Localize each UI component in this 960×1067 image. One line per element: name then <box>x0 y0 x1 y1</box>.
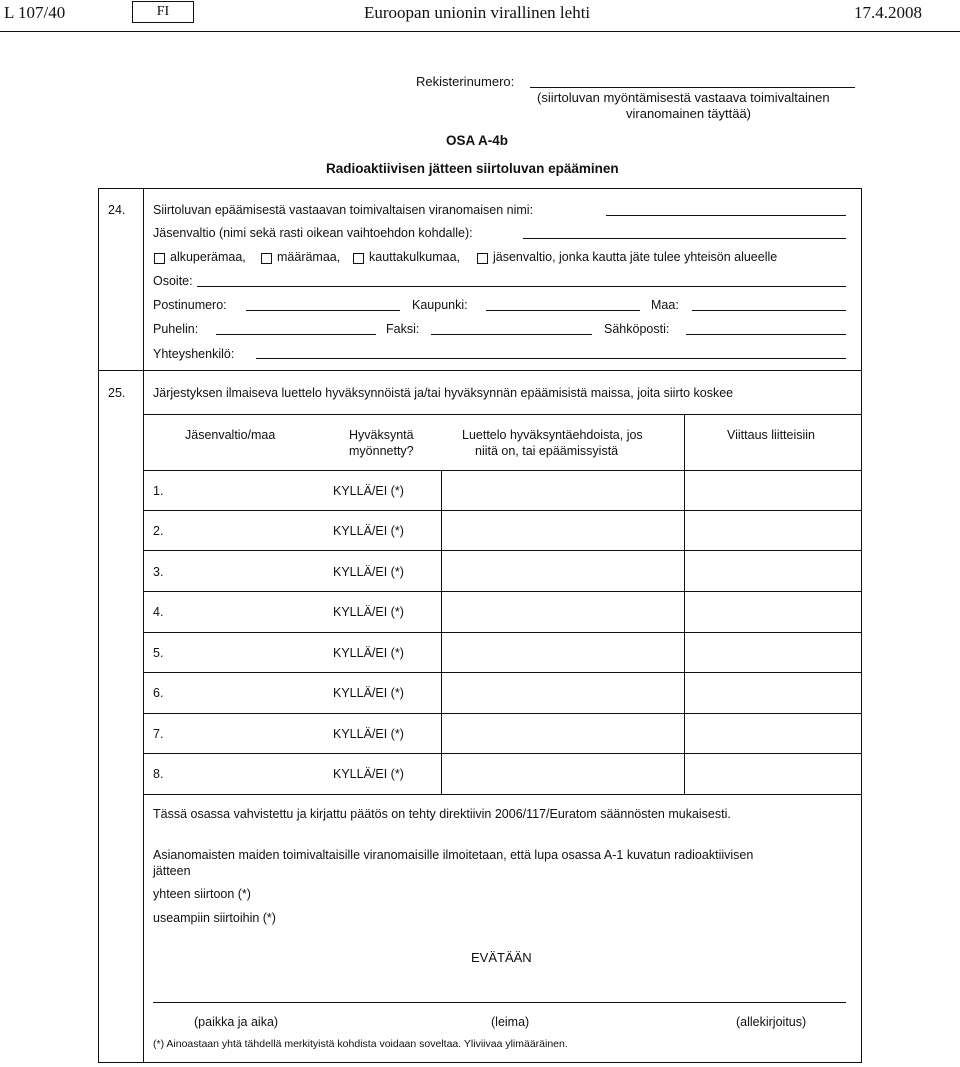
table-row-5-number: 5. <box>153 646 164 660</box>
address-label: Osoite: <box>153 274 193 288</box>
city-label: Kaupunki: <box>412 298 468 312</box>
frame-top <box>98 188 862 189</box>
origin-country-option: alkuperämaa, <box>170 250 246 264</box>
footnote: (*) Ainoastaan yhtä tähdellä merkityistä kohdista voidaan soveltaa. Yliviivaa ylimääräinen. <box>153 1038 568 1050</box>
column-header-member-state: Jäsenvaltio/maa <box>185 428 276 442</box>
table-row-5-rule <box>143 672 862 673</box>
signature-caption: (allekirjoitus) <box>736 1015 807 1029</box>
column-header-approval-line1: Hyväksyntä <box>349 428 414 442</box>
decision-verdict: EVÄTÄÄN <box>471 950 532 965</box>
table-row-1-rule <box>143 510 862 511</box>
phone-field[interactable] <box>216 321 376 335</box>
table-row-8-number: 8. <box>153 767 164 781</box>
table-row-4-rule <box>143 632 862 633</box>
journal-title: Euroopan unionin virallinen lehti <box>364 3 591 22</box>
language-code-badge: FI <box>132 1 194 23</box>
fax-field[interactable] <box>431 321 592 335</box>
frame-number-column-divider <box>143 188 144 1063</box>
table-row-1-number: 1. <box>153 484 164 498</box>
postcode-label: Postinumero: <box>153 298 227 312</box>
table-row-6-answer[interactable]: KYLLÄ/EI (*) <box>333 686 404 700</box>
single-shipment-option[interactable]: yhteen siirtoon (*) <box>153 887 251 901</box>
destination-country-option: määrämaa, <box>277 250 341 264</box>
item25-number: 25. <box>108 386 126 400</box>
table-row-2-number: 2. <box>153 524 164 538</box>
table-header-rule <box>143 470 862 471</box>
table-row-4-number: 4. <box>153 605 164 619</box>
decision-notice-line1: Asianomaisten maiden toimivaltaisille viranomaisille ilmoitetaan, että lupa osassa A-1 kuvatun radioaktiivisen <box>153 848 754 862</box>
header-rule <box>0 31 960 32</box>
table-row-6-number: 6. <box>153 686 164 700</box>
table-row-3-answer[interactable]: KYLLÄ/EI (*) <box>333 565 404 579</box>
table-row-7-answer[interactable]: KYLLÄ/EI (*) <box>333 727 404 741</box>
table-bottom-rule <box>143 794 862 795</box>
frame-left <box>98 188 99 1063</box>
stamp-caption: (leima) <box>491 1015 530 1029</box>
table-row-4-answer[interactable]: KYLLÄ/EI (*) <box>333 605 404 619</box>
fax-label: Faksi: <box>386 322 420 336</box>
signature-line[interactable] <box>153 990 846 1003</box>
city-field[interactable] <box>486 297 640 311</box>
authority-name-label: Siirtoluvan epäämisestä vastaavan toimivaltaisen viranomaisen nimi: <box>153 203 534 217</box>
frame-right <box>861 188 862 1063</box>
phone-label: Puhelin: <box>153 322 199 336</box>
section-heading: Radioaktiivisen jätteen siirtoluvan epääminen <box>326 161 619 176</box>
page-reference: L 107/40 <box>4 3 66 22</box>
registration-note-line2: viranomainen täyttää) <box>626 106 752 121</box>
country-label: Maa: <box>651 298 679 312</box>
address-field[interactable] <box>197 273 846 287</box>
item24-number: 24. <box>108 203 126 217</box>
table-divider-col4 <box>684 414 685 794</box>
table-row-7-number: 7. <box>153 727 164 741</box>
table-row-7-rule <box>143 753 862 754</box>
column-header-conditions-line1: Luettelo hyväksyntäehdoista, jos <box>462 428 643 442</box>
table-top-rule <box>143 414 862 415</box>
table-row-1-answer[interactable]: KYLLÄ/EI (*) <box>333 484 404 498</box>
column-header-annex-reference: Viittaus liitteisiin <box>727 428 816 442</box>
transit-country-checkbox[interactable] <box>353 253 364 264</box>
table-row-2-rule <box>143 550 862 551</box>
email-label: Sähköposti: <box>604 322 670 336</box>
publication-date: 17.4.2008 <box>854 3 922 22</box>
country-field[interactable] <box>692 297 846 311</box>
registration-note-line1: (siirtoluvan myöntämisestä vastaava toimivaltainen <box>537 90 830 105</box>
multiple-shipments-option[interactable]: useampiin siirtoihin (*) <box>153 911 276 925</box>
table-row-3-rule <box>143 591 862 592</box>
origin-country-checkbox[interactable] <box>154 253 165 264</box>
member-state-label: Jäsenvaltio (nimi sekä rasti oikean vaihtoehdon kohdalle): <box>153 226 473 240</box>
transit-country-option: kauttakulkumaa, <box>369 250 461 264</box>
table-row-5-answer[interactable]: KYLLÄ/EI (*) <box>333 646 404 660</box>
entry-member-state-option: jäsenvaltio, jonka kautta jäte tulee yhteisön alueelle <box>493 250 778 264</box>
table-row-8-answer[interactable]: KYLLÄ/EI (*) <box>333 767 404 781</box>
column-header-approval-line2: myönnetty? <box>349 444 414 458</box>
authority-name-field[interactable] <box>606 202 846 216</box>
contact-person-field[interactable] <box>256 346 846 359</box>
email-field[interactable] <box>686 321 846 335</box>
postcode-field[interactable] <box>246 297 400 311</box>
decision-notice-line2: jätteen <box>153 864 191 878</box>
destination-country-checkbox[interactable] <box>261 253 272 264</box>
place-date-caption: (paikka ja aika) <box>194 1015 279 1029</box>
entry-member-state-checkbox[interactable] <box>477 253 488 264</box>
item25-title: Järjestyksen ilmaiseva luettelo hyväksynnöistä ja/tai hyväksynnän epäämisistä maissa, joita siirto koskee <box>153 386 734 400</box>
column-header-conditions-line2: niitä on, tai epäämissyistä <box>475 444 619 458</box>
frame-bottom <box>98 1062 862 1063</box>
registration-field[interactable] <box>530 73 855 88</box>
item24-bottom-rule <box>98 370 862 371</box>
table-row-3-number: 3. <box>153 565 164 579</box>
registration-label: Rekisterinumero: <box>416 74 515 89</box>
table-row-6-rule <box>143 713 862 714</box>
table-row-2-answer[interactable]: KYLLÄ/EI (*) <box>333 524 404 538</box>
contact-person-label: Yhteyshenkilö: <box>153 347 235 361</box>
decision-confirmation: Tässä osassa vahvistettu ja kirjattu päätös on tehty direktiivin 2006/117/Euratom säännösten mukaisesti. <box>153 807 731 821</box>
member-state-field[interactable] <box>523 225 846 239</box>
part-title: OSA A-4b <box>446 133 509 148</box>
